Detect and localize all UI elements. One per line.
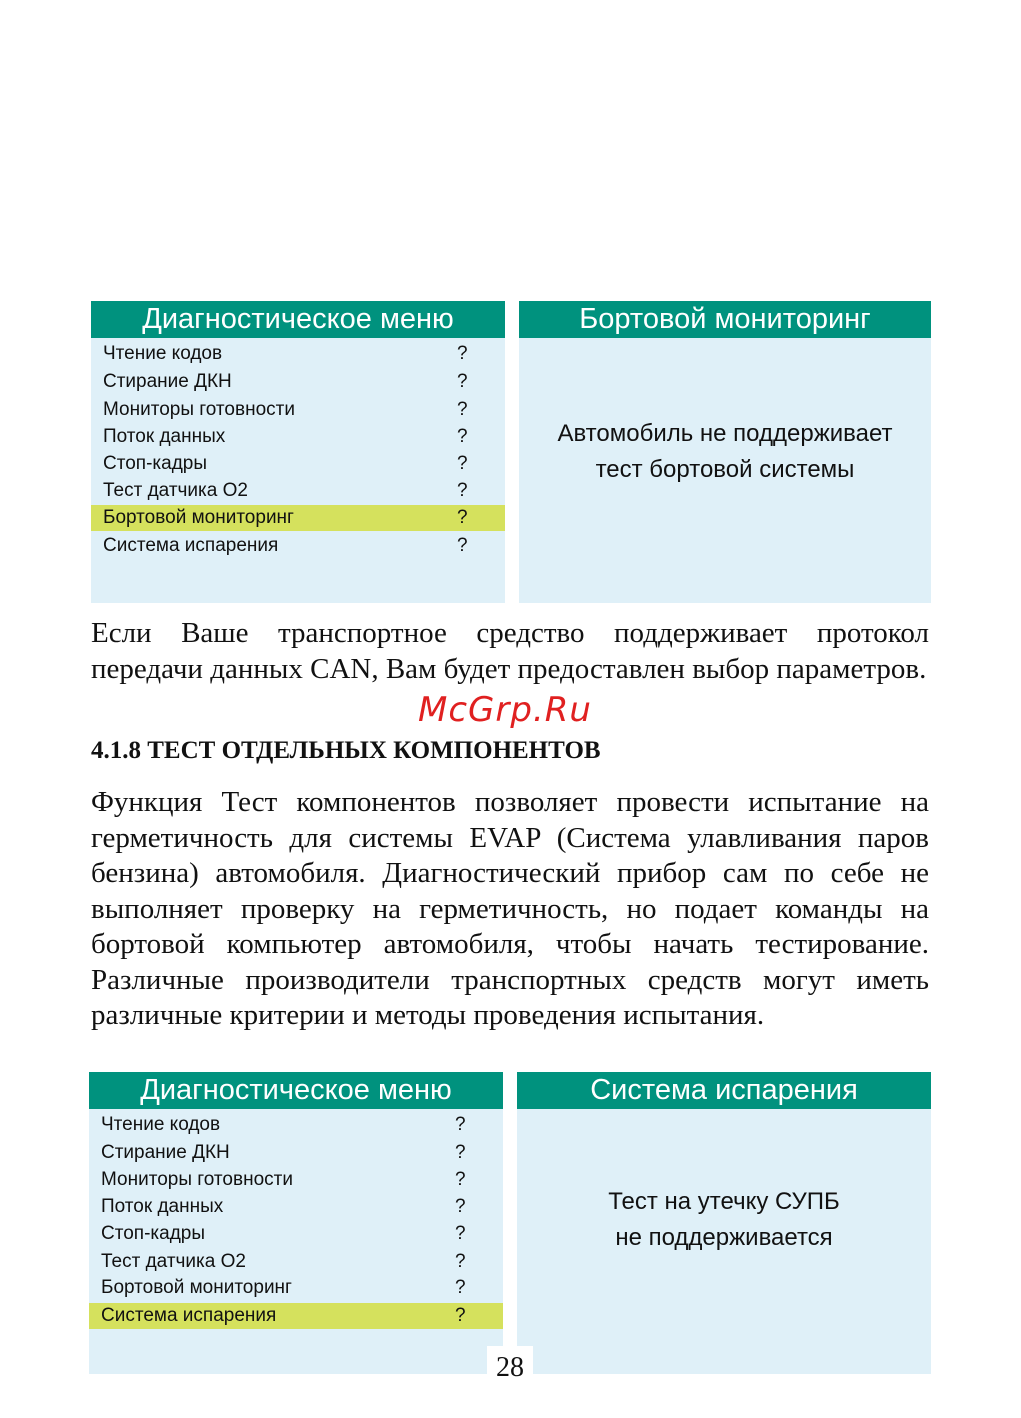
menu-item-readiness-monitors[interactable]	[91, 397, 505, 423]
menu-item-label: Система испарения	[103, 535, 279, 556]
menu-item-label: Стоп-кадры	[101, 1223, 205, 1244]
menu-item-mark: ?	[457, 535, 468, 556]
diagnostic-menu-screen-1	[91, 301, 505, 603]
result-message-line: не поддерживается	[615, 1224, 833, 1251]
menu-item-mark: ?	[455, 1223, 466, 1244]
paragraph-component-test: Функция Тест компонентов позволяет провести испытание на герметичность для системы EVAP (Система улавливания паров бензина) автомобиля. Диагностический прибор сам по себе не выполняет проверку на герметичность, но подает команды на бортовой компьютер автомобиля, чтобы начать тестирование. Различные производители транспортных средств могут иметь различные критерии и методы проведения испытания.	[91, 786, 929, 1031]
result-screen-1	[519, 301, 931, 603]
menu-item-label: Поток данных	[101, 1196, 224, 1217]
menu-item-evap-system[interactable]	[91, 533, 505, 559]
menu-item-mark: ?	[455, 1114, 466, 1135]
result-screen-2	[517, 1072, 931, 1374]
menu-item-o2-sensor-test[interactable]	[89, 1249, 503, 1275]
menu-item-readiness-monitors[interactable]	[89, 1167, 503, 1193]
menu-item-onboard-monitoring[interactable]	[89, 1275, 503, 1301]
diagnostic-menu-screen-2	[89, 1072, 503, 1374]
menu-item-read-codes[interactable]	[89, 1112, 503, 1138]
menu-item-label: Поток данных	[103, 426, 226, 447]
menu-item-mark: ?	[455, 1251, 466, 1272]
menu-item-mark: ?	[457, 371, 468, 392]
menu-item-label: Тест датчика О2	[103, 480, 248, 501]
menu-item-onboard-monitoring[interactable]	[91, 505, 505, 531]
menu-item-label: Бортовой мониторинг	[101, 1277, 292, 1298]
menu-item-read-codes[interactable]	[91, 341, 505, 367]
menu-item-label: Стирание ДКН	[103, 371, 232, 392]
menu-item-mark: ?	[455, 1169, 466, 1190]
paragraph-can-protocol: Если Ваше транспортное средство поддерживает протокол передачи данных CAN, Вам будет предоставлен выбор параметров.	[91, 617, 929, 685]
result-message	[517, 1184, 931, 1256]
menu-item-o2-sensor-test[interactable]	[91, 478, 505, 504]
result-title: Система испарения	[517, 1072, 931, 1109]
menu-title: Диагностическое меню	[91, 301, 505, 338]
watermark: McGrp.Ru	[418, 690, 592, 730]
menu-item-freeze-frame[interactable]	[89, 1221, 503, 1247]
menu-item-mark: ?	[457, 453, 468, 474]
section-heading: 4.1.8 ТЕСТ ОТДЕЛЬНЫХ КОМПОНЕНТОВ	[91, 737, 601, 764]
menu-title: Диагностическое меню	[89, 1072, 503, 1109]
menu-item-mark: ?	[457, 507, 468, 528]
menu-item-label: Мониторы готовности	[101, 1169, 293, 1190]
menu-item-mark: ?	[455, 1196, 466, 1217]
menu-item-label: Чтение кодов	[101, 1114, 221, 1135]
menu-item-mark: ?	[455, 1277, 466, 1298]
menu-item-evap-system[interactable]	[89, 1303, 503, 1329]
result-message-line: Автомобиль не поддерживает	[557, 420, 893, 447]
result-message-line: Тест на утечку СУПБ	[608, 1188, 840, 1215]
result-message	[519, 416, 931, 488]
menu-item-label: Чтение кодов	[103, 343, 223, 364]
menu-item-label: Бортовой мониторинг	[103, 507, 294, 528]
menu-item-label: Стоп-кадры	[103, 453, 207, 474]
menu-item-erase-codes[interactable]	[91, 369, 505, 395]
result-message-line: тест бортовой системы	[595, 456, 855, 483]
menu-item-mark: ?	[457, 399, 468, 420]
menu-item-label: Мониторы готовности	[103, 399, 295, 420]
menu-item-data-stream[interactable]	[91, 424, 505, 450]
menu-item-freeze-frame[interactable]	[91, 451, 505, 477]
menu-item-data-stream[interactable]	[89, 1194, 503, 1220]
menu-item-erase-codes[interactable]	[89, 1140, 503, 1166]
menu-item-label: Система испарения	[101, 1305, 277, 1326]
menu-item-mark: ?	[457, 343, 468, 364]
result-title: Бортовой мониторинг	[519, 301, 931, 338]
menu-item-mark: ?	[455, 1305, 466, 1326]
menu-item-label: Стирание ДКН	[101, 1142, 230, 1163]
menu-item-mark: ?	[455, 1142, 466, 1163]
menu-item-label: Тест датчика О2	[101, 1251, 246, 1272]
menu-item-mark: ?	[457, 426, 468, 447]
menu-item-mark: ?	[457, 480, 468, 501]
page-number: 28	[487, 1346, 533, 1390]
